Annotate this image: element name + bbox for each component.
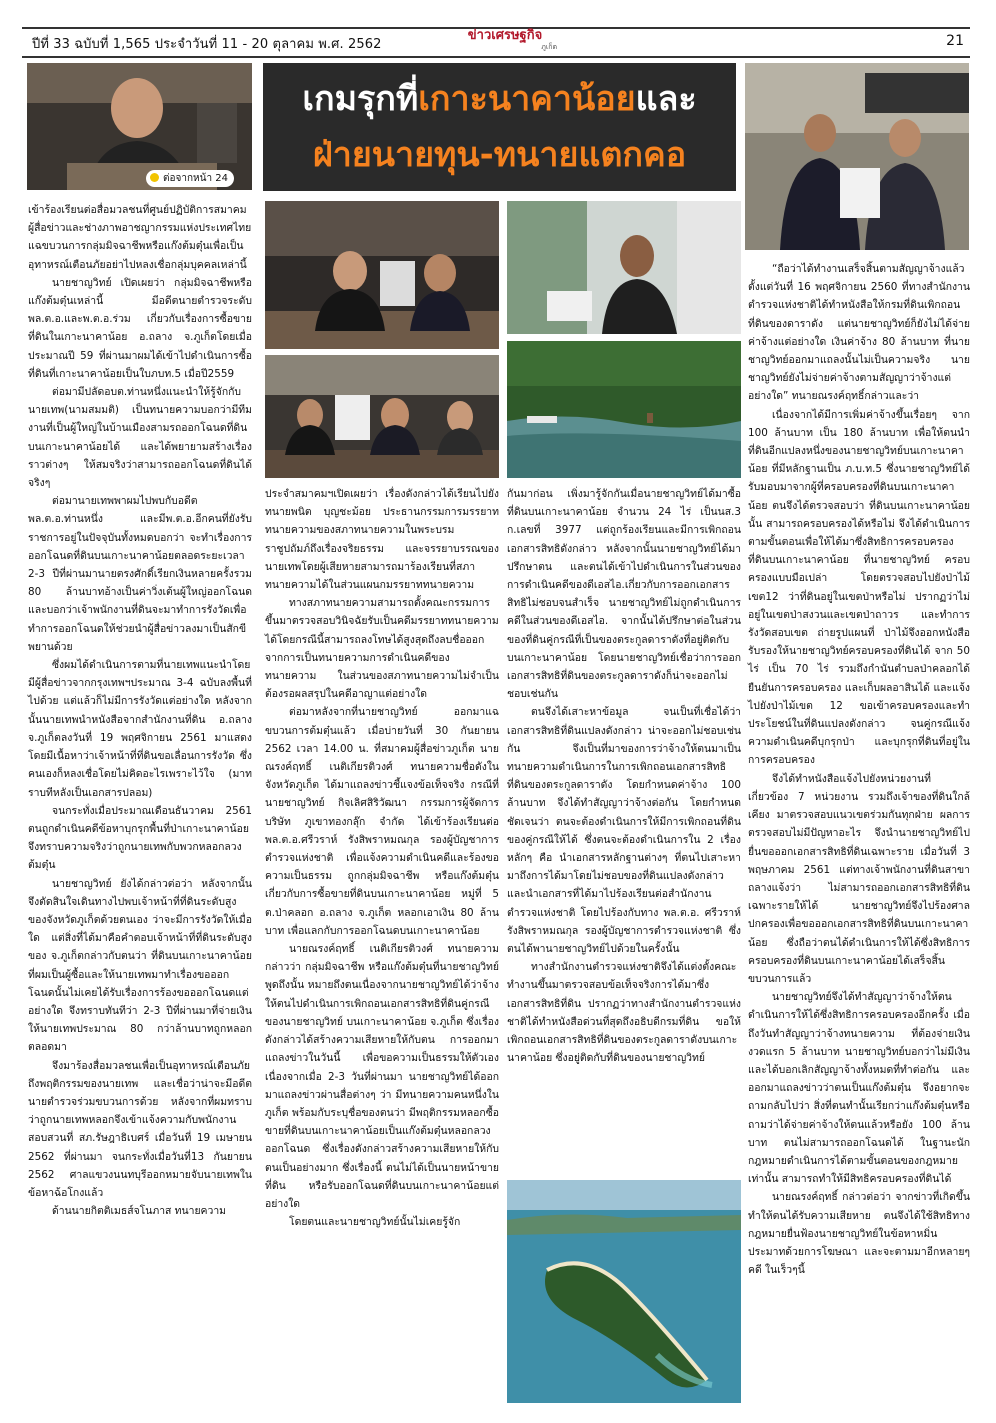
- paragraph: เนื่องจากได้มีการเพิ่มค่าจ้างขึ้นเรื่อยๆ จาก 100 ล้านบาท เป็น 180 ล้านบาท เพื่อให้ตนนำที่ดินอีกแปลงหนึ่งของนายชาญวิทย์บนเกาะนาคาน้อย ที่มีหลักฐานเป็น ภ.บ.ท.5 ซึ่งนายชาญวิทย์ได้รับมอบมาจากผู้ที่ครอบครองที่ดินบนเกาะนาคาน้อย ตนจึงได้ตรวจสอบว่า ที่ดินบนเกาะนาคาน้อยนั้น สามารถครอบครองได้หรือไม่ จึงได้ดำเนินการตามขั้นตอนเพื่อให้ได้มาซึ่งสิทธิการครอบครองที่ดินบนเกาะนาคาน้อย ที่นายชาญวิทย์ ครอบครองแบบมือเปล่า โดยตรวจสอบไปยังป่าไม้เขต12 ว่าที่ดินอยู่ในเขตป่าหรือไม่ ปรากฏว่าไม่อยู่ในเขตป่าสงวนและเขตป่าถาวร และทำการรังวัดสอบเขต ถ่ายรูปแผนที่ ป่าไม้จึงออกหนังสือรับรองให้นายชาญวิทย์ครอบครองที่ดินได้ จาก 50 ไร่ เป็น 70 ไร่ รวมถึงกำนันตำบลป่าคลอกได้ยืนยันการครอบครอง และเก็บผลอาสินได้ และแจ้งไปยังป่าไม้เขต 12 ขอเข้าครอบครองและทำประโยชน์ในที่ดินแปลงดังกล่าว จนคู่กรณีแจ้งความดำเนินคดีบุกรุกป่า และบุกรุกที่ดินที่อยู่ในการครอบครอง: [748, 408, 970, 767]
- paragraph: นายชาญวิทย์ ยังได้กล่าวต่อว่า หลังจากนั้นจึงตัดสินใจเดินทางไปพบเจ้าหน้าที่ที่ดินระดับสูงของจังหวัดภูเก็ตด้วยตนเอง ว่าจะมีการรังวัดให้เมื่อใด แต่สิ่งที่ได้มาคือคำตอบเจ้าหน้าที่ที่ดินระดับสูงของ จ.ภูเก็ตกล่าวกับตนว่า ที่ดินบนเกาะนาคาน้อยที่ผมเป็นผู้ซื้อและให้นายเทพมาทำเรื่องขอออกโฉนดนั้นไม่เคยได้รับเรื่องการร้องขอออกโฉนดแต่อย่างใด จึงทราบทันทีว่า 2-3 ปีที่ผ่านมาที่จ่ายเงินให้นายเทพประมาณ 80 กว่าล้านบาทถูกหลอกตลอดมา: [28, 877, 252, 1054]
- headline-line1: [263, 77, 736, 121]
- page-number: 21: [946, 33, 964, 49]
- article-column-1: [28, 201, 252, 1220]
- photo-press-conference-1: [265, 201, 499, 349]
- paragraph: นายณรงค์ฤทธิ์ เนติเกียรติวงศ์ ทนายความกล่าวว่า กลุ่มมิจฉาชีพ หรือแก๊งต้มตุ๋นที่นายชาญวิทย์พูดถึงนั้น หมายถึงตนเนื่องจากนายชาญวิทย์ได้ว่าจ้างให้ตนไปดำเนินการเพิกถอนเอกสารสิทธิที่ดินคู่กรณีของนายชาญวิทย์ บนเกาะนาคาน้อย จ.ภูเก็ต ซึ่งเรื่องดังกล่าวได้สร้างความเสียหายให้กับตน การออกมาแถลงข่าวในวันนี้ เพื่อขอความเป็นธรรมให้ตัวเองเนื่องจากเมื่อ 2-3 วันที่ผ่านมา นายชาญวิทย์ได้ออกมาแถลงข่าวผ่านสื่อต่างๆ ว่า มีทนายความคนหนึ่งในภูเก็ต พร้อมกับระบุชื่อของตนว่า มีพฤติกรรมหลอกซื้อขายที่ดินบนเกาะนาคาน้อยเป็นแก๊งต้มตุ๋นหลอกลวงออกโฉนด ซึ่งเรื่องดังกล่าวสร้างความเสียหายให้กับตนเป็นอย่างมาก ซึ่งเรื่องนี้ ตนไม่ได้เป็นนายหน้าขายที่ดิน หรือรับออกโฉนดที่ดินบนเกาะนาคาน้อยแต่อย่างใด: [265, 943, 499, 1210]
- issue-info: ปีที่ 33 ฉบับที่ 1,565 ประจำวันที่ 11 - 20 ตุลาคม พ.ศ. 2562: [32, 37, 382, 52]
- article-column-3: [507, 485, 741, 1068]
- paragraph: ทางสภาทนายความสามารถตั้งคณะกรรมการขึ้นมาตรวจสอบวินิจฉัยรับเป็นคดีมรรยาททนายความได้โดยกรณีนี้สามารถลงโทษได้สูงสุดถึงลบชื่อออกจากการเป็นทนายความการดำเนินคดีของทนายความ ในส่วนของสภาทนายความไม่จำเป็นต้องรอผลสรุปในคดีอาญาแต่อย่างใด: [265, 597, 499, 701]
- paragraph: นายชาญวิทย์ เปิดเผยว่า กลุ่มมิจฉาชีพหรือแก๊งต้มตุ๋นเหล่านี้ มีอดีตนายตำรวจระดับ พล.ต.อ.และพ.ต.อ.ร่วม เกี่ยวกับเรื่องการซื้อขายที่ดินในเกาะนาคาน้อย อ.ถลาง จ.ภูเก็ตโดยเมื่อประมาณปี 59 ที่ผ่านมาผมได้เข้าไปดำเนินการซื้อที่ดินที่เกาะนาคาน้อยเป็นใบภบท.5 เมื่อปี2559: [28, 276, 252, 380]
- masthead-title: ข่าวเศรษฐกิจ: [467, 28, 543, 43]
- paragraph: จึงมาร้องสื่อมวลชนเพื่อเป็นอุทาหรณ์เตือนภัยถึงพฤติกรรมของนายเทพ และเชื่อว่าน่าจะมีอดีตนายตำรวจร่วมขบวนการด้วย หลังจากที่ผมทราบว่าถูกนายเทพหลอกจึงเข้าแจ้งความกับพนักงานสอบสวนที่ สภ.รัษฎาธิเบศร์ เมื่อวันที่ 19 เมษายน 2562 ที่ผ่านมา จนกระทั่งเมื่อวันที่13 กันยายน 2562 ศาลแขวงนนทบุรีออกหมายจับนายเทพในข้อหาฉ้อโกงแล้ว: [28, 1059, 252, 1199]
- paragraph: ซึ่งผมได้ดำเนินการตามที่นายเทพแนะนำโดยมีผู้สื่อข่าวจากกรุงเทพฯประมาณ 3-4 ฉบับลงพื้นที่ไปด้วย แต่แล้วก็ไม่มีการรังวัดแต่อย่างใด หลังจากนั้นนายเทพนำหนังสือจากสำนักงานที่ดิน อ.ถลาง จ.ภูเก็ตลงวันที่ 19 พฤศจิกายน 2561 มาแสดง โดยมีเนื้อหาว่าเจ้าหน้าที่ที่ดินขอเลื่อนการรังวัด ซึ่งคนเองก็หลงเชื่อโดยไม่คิดอะไรเพราะไว้ใจ (มาทราบทีหลังเป็นเอกสารปลอม): [28, 659, 252, 799]
- paragraph: เข้าร้องเรียนต่อสื่อมวลชนที่ศูนย์ปฏิบัติการสมาคมผู้สื่อข่าวและช่างภาพอาชญากรรมแห่งประเทศไทย แฉขบวนการกลุ่มมิจฉาชีพหรือแก๊งต้มตุ๋นเพื่อเป็นอุทาหรณ์เตือนภัยอย่าไปหลงเชื่อกลุ่มบุคคลเหล่านี้: [28, 204, 252, 271]
- paragraph: นายณรงค์ฤทธิ์ กล่าวต่อว่า จากข่าวที่เกิดขึ้นทำให้ตนได้รับความเสียหาย ตนจึงได้ใช้สิทธิทางกฎหมายยื่นฟ้องนายชาญวิทย์ในข้อหาหมิ่นประมาทด้วยการโฆษณา และจะตามมาอีกหลายๆ คดี ในเร็วๆนี้: [748, 1191, 970, 1277]
- photo-press-conference-2: [265, 355, 499, 478]
- photo-aerial-island: [507, 1180, 741, 1403]
- paragraph: ประจำสมาคมฯเปิดเผยว่า เรื่องดังกล่าวได้เรียนไปยังทนายพนิต บุญชะม้อย ประธานกรรมการมรรยาททนายความของสภาทนายความในพระบรมราชูปถัมภ์ถึงเรื่องจริยธรรม และจรรยาบรรณของนายเทพโดยผู้เสียหายสามารถมาร้องเรียนที่สภาทนายความได้ในส่วนแผนกมรรยาททนายความ: [265, 488, 499, 592]
- photo-man-seated: [507, 201, 741, 334]
- paragraph: นายชาญวิทย์จึงได้ทำสัญญาว่าจ้างให้ตนดำเนินการให้ได้ซึ่งสิทธิการครอบครองอีกครั้ง เมื่อถึงวันทำสัญญาว่าจ้างทนายความ ที่ต้องจ่ายเงินงวดแรก 5 ล้านบาท นายชาญวิทย์บอกว่าไม่มีเงิน และได้บอกเลิกสัญญาจ้างทั้งหมดที่ทำต่อกัน และออกมาแถลงข่าวว่าตนเป็นแก๊งต้มตุ๋น จึงอยากจะถามกลับไปว่า สิ่งที่ตนทำนั้นเรียกว่าแก๊งต้มตุ๋นหรือ ถามว่าได้จ่ายค่าจ้างให้ตนแล้วหรือยัง 100 ล้านบาท ตนไม่สามารถออกโฉนดได้ ในฐานะนักกฎหมายดำเนินการได้ตามขั้นตอนของกฎหมายเท่านั้น สามารถทำให้มีสิทธิครอบครองที่ดินได้: [748, 991, 970, 1186]
- paragraph: ด้านนายกิตติเมธส์จโนภาส ทนายความ: [52, 1205, 227, 1218]
- headline-prefix: เกมรุกที่: [302, 79, 419, 119]
- bullet-dot-icon: [150, 173, 159, 182]
- paragraph: จนกระทั่งเมื่อประมาณเดือนธันวาคม 2561 ตนถูกดำเนินคดีข้อหาบุกรุกพื้นที่ป่าเกาะนาคาน้อย จึงทราบความจริงว่าถูกนายเทพกับพวกหลอกลวงต้มตุ๋น: [28, 804, 252, 872]
- paragraph: ต่อมานายเทพพาผมไปพบกับอดีต พล.ต.อ.ท่านหนึ่ง และมีพ.ต.อ.อีกคนที่ยังรับราชการอยู่ในปัจจุบันทั้งหมดบอกว่า จะทำเรื่องการออกโฉนดที่ดินบนเกาะนาคาน้อยตลอดระยะเวลา 2-3 ปีที่ผ่านมานายตรงศักดิ์เรียกเงินหลายครั้งรวม 80 ล้านบาทอ้างเป็นค่าวิ่งเต้นผู้ใหญ่ออกโฉนด และบอกว่าเจ้าพนักงานที่ดินจะมาทำการรังวัดเพื่อทำการออกโฉนดให้ช่วยนำผู้สื่อข่าวลงมาเป็นสักขีพยานด้วย: [28, 495, 252, 653]
- paragraph: “ถือว่าได้ทำงานเสร็จสิ้นตามสัญญาจ้างแล้ว ตั้งแต่วันที่ 16 พฤศจิกายน 2560 ที่ทางสำนักงานตำรวจแห่งชาติได้ทำหนังสือให้กรมที่ดินเพิกถอนที่ดินของดาราดัง แต่นายชาญวิทย์ก็ยังไม่ได้จ่ายค่าจ้างแต่อย่างใด เงินค่าจ้าง 80 ล้านบาท ที่นายชาญวิทย์ออกมาแถลงนั้นไม่เป็นความจริง นายชาญวิทย์ยังไม่จ่ายค่าจ้างตามสัญญาว่าจ้างแต่อย่างใด” ทนายณรงค์ฤทธิ์กล่าวและว่า: [748, 263, 970, 403]
- headline-suffix: และ: [635, 79, 697, 119]
- paragraph: โดยตนและนายชาญวิทย์นั้นไม่เคยรู้จัก: [289, 1216, 461, 1229]
- paragraph: กันมาก่อน เพิ่งมารู้จักกันเมื่อนายชาญวิทย์ได้มาซื้อที่ดินบนเกาะนาคาน้อย จำนวน 24 ไร่ เป็นนส.3 ก.เลขที่ 3977 แต่ถูกร้องเรียนและมีการเพิกถอนเอกสารสิทธิดังกล่าว หลังจากนั้นนายชาญวิทย์ได้มาปรึกษาตน และตนได้เข้าไปดำเนินการในส่วนของการดำเนินคดีของดีเอสไอ.เกี่ยวกับการออกเอกสารสิทธิไม่ชอบจนสำเร็จ นายชาญวิทย์ไม่ถูกดำเนินการคดีในส่วนของดีเอสไอ. จากนั้นได้ปรึกษาต่อในส่วนของที่ดินคู่กรณีที่เป็นของตระกูลดาราดังที่อยู่ติดกับบนเกาะนาคาน้อย โดยนายชาญวิทย์เชื่อว่าการออกเอกสารสิทธิที่ดินของตระกูลดาราดังก็น่าจะออกไม่ชอบเช่นกัน: [507, 488, 741, 701]
- paragraph: จึงได้ทำหนังสือแจ้งไปยังหน่วยงานที่เกี่ยวข้อง 7 หน่วยงาน รวมถึงเจ้าของที่ดินใกล้เคียง มาตรวจสอบแนวเขตร่วมกันทุกฝ่าย ผลการตรวจสอบไม่มีปัญหาอะไร จึงนำนายชาญวิทย์ไปยื่นขอออกเอกสารสิทธิที่ดินเฉพาะราย เมื่อวันที่ 3 พฤษภาคม 2561 แต่ทางเจ้าพนักงานที่ดินสาขาถลางแจ้งว่า ไม่สามารถออกเอกสารสิทธิที่ดินเฉพาะรายให้ได้ นายชาญวิทย์จึงไปร้องศาลปกครองเพื่อขอออกเอกสารสิทธิที่ดินบนเกาะนาคาน้อย ซึ่งถือว่าตนได้ดำเนินการให้ได้ซึ่งสิทธิการครอบครองที่ดินบนเกาะนาคาน้อยได้เสร็จสิ้นขบวนการแล้ว: [748, 772, 970, 985]
- continued-text: ต่อจากหน้า 24: [163, 173, 228, 184]
- masthead-logo: [447, 29, 563, 52]
- photo-island-shore: [507, 341, 741, 478]
- headline-box: [263, 63, 736, 191]
- paragraph: ต่อมามีปลัดอบต.ท่านหนึ่งแนะนำให้รู้จักกับนายเทพ(นามสมมติ) เป็นทนายความบอกว่ามีทีมงานที่เป็นผู้ใหญ่ในบ้านเมืองสามรถออกโฉนดที่ดินบนเกาะนาคาน้อยได้ และได้พยายามสร้างเรื่องราวต่างๆ ให้สมจริงว่าสามารถออกโฉนดที่ดินได้จริงๆ: [28, 386, 252, 490]
- masthead-subtitle: ภูเก็ต: [541, 43, 557, 51]
- paragraph: ต่อมาหลังจากที่นายชาญวิทย์ ออกมาแฉขบวนการต้มตุ๋นแล้ว เมื่อบ่ายวันที่ 30 กันยายน 2562 เวลา 14.00 น. ที่สมาคมผู้สื่อข่าวภูเก็ต นายณรงค์ฤทธิ์ เนติเกียรติวงศ์ ทนายความชื่อดังในจังหวัดภูเก็ต ได้มาแถลงข่าวชี้แจงข้อเท็จจริง กรณีที่นายชาญวิทย์ กิจเลิศสิริวัฒนา กรรมการผู้จัดการ บริษัท ภูเขาทองกลุ๊ก จำกัด ได้เข้าร้องเรียนต่อ พล.ต.อ.ศรีวราห์ รังสิพราหมณกุล รองผู้บัญชาการตำรวจแห่งชาติ เพื่อแจ้งความดำเนินคดีและร้องขอความเป็นธรรม ถูกกลุ่มมิจฉาชีพ หรือแก๊งต้มตุ๋น เกี่ยวกับการซื้อขายที่ดินบนเกาะนาคาน้อย หมู่ที่ 5 ต.ป่าคลอก อ.ถลาง จ.ภูเก็ต หลอกเอาเงิน 80 ล้านบาท เพื่อแลกกับการออกโฉนดบนเกาะนาคาน้อย: [265, 706, 499, 937]
- article-column-4: [748, 260, 970, 1279]
- article-column-2: [265, 485, 499, 1231]
- paragraph: ตนจึงได้เสาะหาข้อมูล จนเป็นที่เชื่อได้ว่า เอกสารสิทธิที่ดินแปลงดังกล่าว น่าจะออกไม่ชอบเช่นกัน จึงเป็นที่มาของการว่าจ้างให้ตนมาเป็นทนายความดำเนินการในการเพิกถอนเอกสารสิทธิที่ดินของตระกูลดาราดัง โดยกำหนดค่าจ้าง 100 ล้านบาท จึงได้ทำสัญญาว่าจ้างต่อกัน โดยกำหนดชัดเจนว่า ตนจะต้องดำเนินการให้มีการเพิกถอนที่ดินของคู่กรณีให้ได้ ซึ่งตนจะต้องดำเนินการใน 2 เรื่องหลักๆ คือ นำเอกสารหลักฐานต่างๆ ที่ตนไปเสาะหามาถึงการได้มาโดยไม่ชอบของที่ดินแปลงดังกล่าว และนำเอกสารที่ได้มาไปร้องเรียนต่อสำนักงานตำรวจแห่งชาติ โดยไปร้องกับทาง พล.ต.อ. ศรีวราห์ รังสิพราหมณกุล รองผู้บัญชาการตำรวจแห่งชาติ ซึ่งตนได้พานายชาญวิทย์ไปด้วยในครั้งนั้น: [507, 706, 741, 956]
- headline-line2: ฝ่ายนายทุน-ทนายแตกคอ: [312, 135, 687, 175]
- headline-highlight: เกาะนาคาน้อย: [418, 79, 636, 119]
- paragraph: ทางสำนักงานตำรวจแห่งชาติจึงได้แต่งตั้งคณะทำงานขึ้นมาตรวจสอบข้อเท็จจริงการได้มาซึ่งเอกสารสิทธิที่ดิน ปรากฏว่าทางสำนักงานตำรวจแห่งชาติได้ทำหนังสือด่วนที่สุดถึงอธิบดีกรมที่ดิน ขอให้เพิกถอนเอกสารสิทธิที่ดินของตระกูลดาราดังบนเกาะนาคาน้อย ซึ่งอยู่ติดกับที่ดินของนายชาญวิทย์: [507, 961, 741, 1065]
- photo-document-handover: [745, 63, 969, 250]
- continued-from-label: [146, 170, 234, 187]
